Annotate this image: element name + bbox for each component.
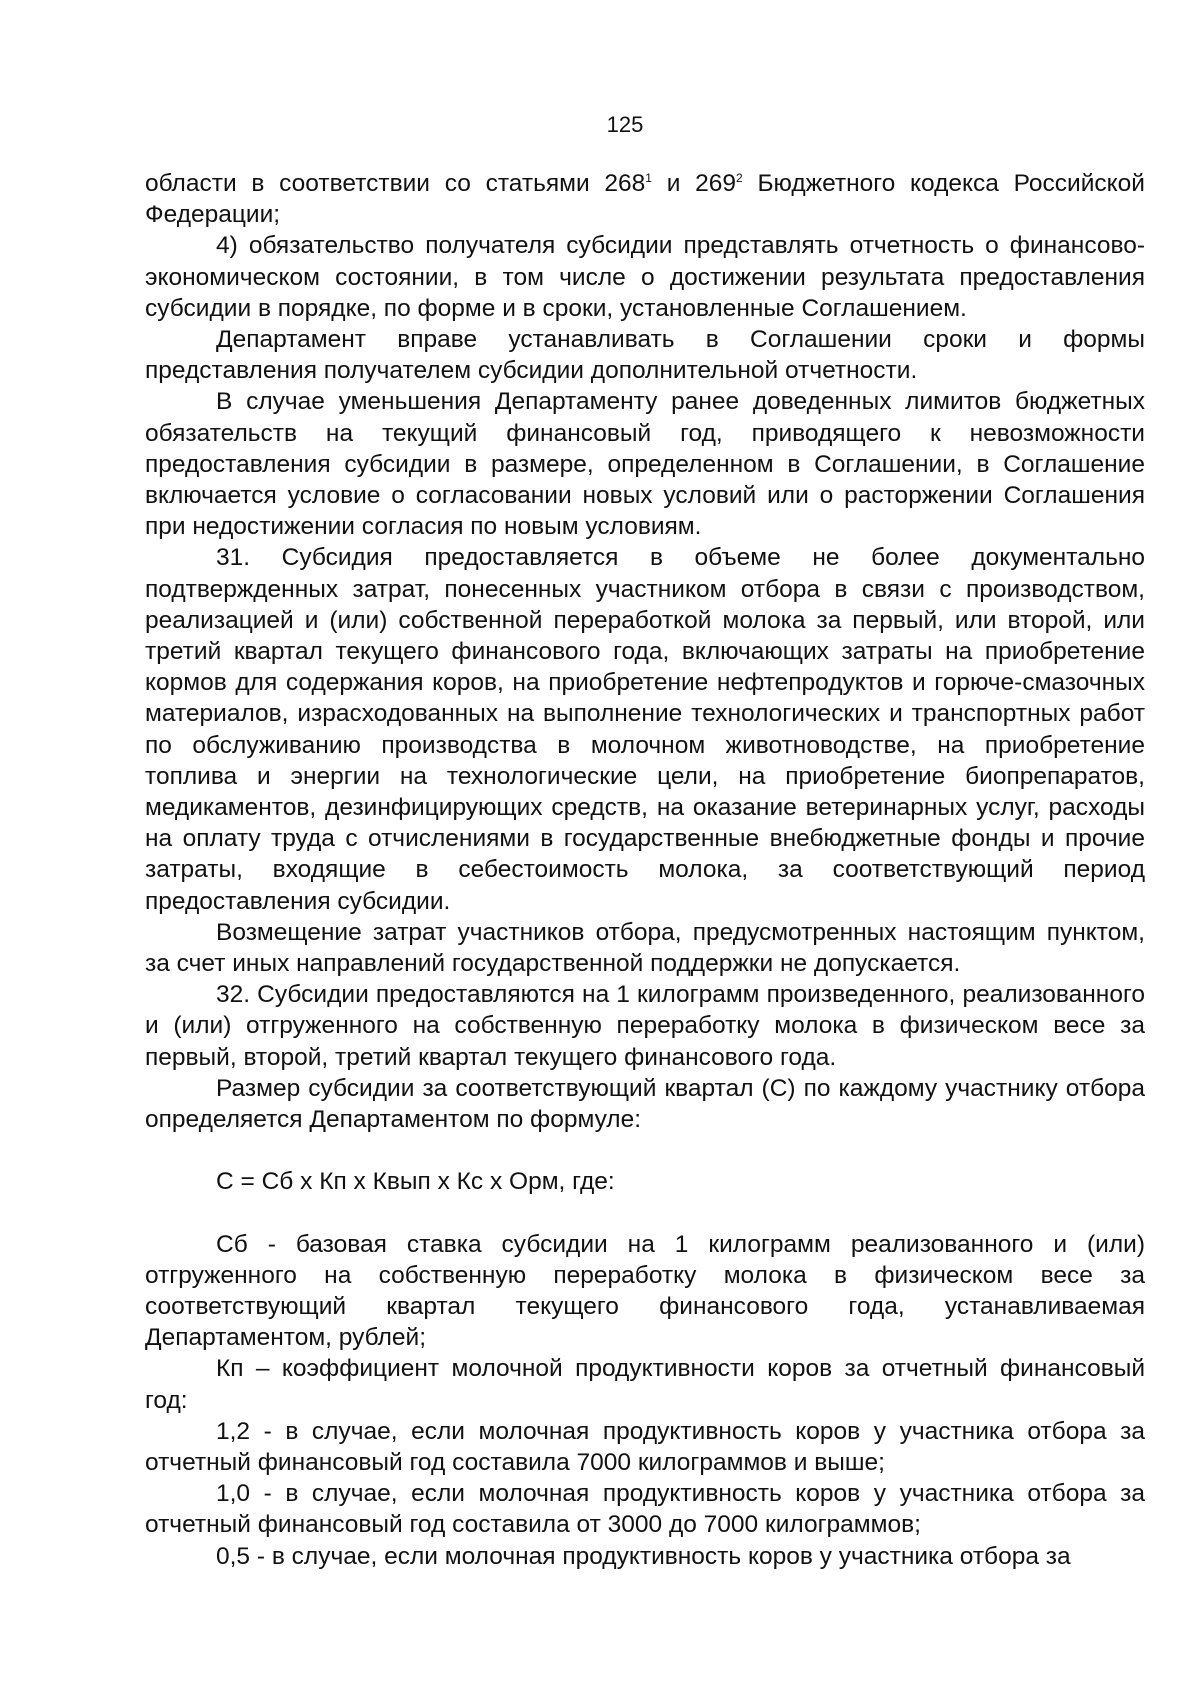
superscript: 2	[736, 171, 743, 185]
page-number: 125	[606, 112, 644, 137]
paragraph-base-rate: Сб - базовая ставка субсидии на 1 килограмм реализованного и (или) отгруженного на собственную переработку молока в физическом весе за соответствующий квартал текущего финансового года, устанавливаемая Департаментом, рублей;	[145, 1230, 1145, 1352]
paragraph-clause-32: 32. Субсидии предоставляются на 1 килограмм произведенного, реализованного и (или) отгруженного на собственную переработку молока в физическом весе за первый, второй, третий квартал текущего финансового года.	[145, 981, 1145, 1071]
paragraph-productivity-coefficient: Кп – коэффициент молочной продуктивности коров за отчетный финансовый год:	[145, 1355, 1145, 1414]
paragraph-cost-reimbursement: Возмещение затрат участников отбора, предусмотренных настоящим пунктом, за счет иных направлений государственной поддержки не допускается.	[145, 918, 1145, 978]
paragraph-continuation	[145, 168, 1145, 230]
superscript: 1	[645, 171, 652, 185]
paragraph-clause-31: 31. Субсидия предоставляется в объеме не более документально подтвержденных затрат, понесенных участником отбора в связи с производством, реализацией и (или) собственной переработкой молока за первый, или второй, или третий квартал текущего финансового года, включающих затраты на приобретение кормов для содержания коров, на приобретение нефтепродуктов и горюче-смазочных материалов, израсходованных на выполнение технологических и транспортных работ по обслуживанию производства в молочном животноводстве, на приобретение топлива и энергии на технологические цели, на приобретение биопрепаратов, медикаментов, дезинфицирующих средств, на оказание ветеринарных услуг, расходы на оплату труда с отчислениями в государственные внебюджетные фонды и прочие затраты, входящие в себестоимость молока, за соответствующий период предоставления субсидии.	[145, 544, 1145, 915]
text-fragment: и 269	[651, 170, 737, 197]
paragraph-coefficient-1-2: 1,2 - в случае, если молочная продуктивность коров у участника отбора за отчетный финансовый год составила 7000 килограммов и выше;	[145, 1417, 1145, 1476]
document-body	[145, 168, 1145, 1572]
text-fragment: Бюджетного кодекса Российской Федерации;	[145, 170, 1145, 229]
text-fragment: области в соответствии со статьями 268	[145, 170, 646, 197]
paragraph-subsidy-size: Размер субсидии за соответствующий квартал (С) по каждому участнику отбора определяется Департаментом по формуле:	[145, 1074, 1145, 1134]
paragraph-coefficient-1-0: 1,0 - в случае, если молочная продуктивность коров у участника отбора за отчетный финансовый год составила от 3000 до 7000 килограммов;	[145, 1480, 1145, 1539]
paragraph-additional-reporting: Департамент вправе устанавливать в Соглашении сроки и формы представления получателем субсидии дополнительной отчетности.	[145, 326, 1145, 385]
paragraph-coefficient-0-5: 0,5 - в случае, если молочная продуктивность коров у участника отбора за	[216, 1542, 1071, 1570]
formula: С = Сб х Кп х Квып х Кс х Орм, где:	[216, 1168, 615, 1196]
paragraph-item-4: 4) обязательство получателя субсидии представлять отчетность о финансово-экономическом состоянии, в том числе о достижении результата предоставления субсидии в порядке, по форме и в сроки, установленные Соглашением.	[145, 232, 1145, 322]
paragraph-limits-reduction: В случае уменьшения Департаменту ранее доведенных лимитов бюджетных обязательств на текущий финансовый год, приводящего к невозможности предоставления субсидии в размере, определенном в Соглашении, в Соглашение включается условие о согласовании новых условий или о расторжении Соглашения при недостижении согласия по новым условиям.	[145, 388, 1145, 541]
